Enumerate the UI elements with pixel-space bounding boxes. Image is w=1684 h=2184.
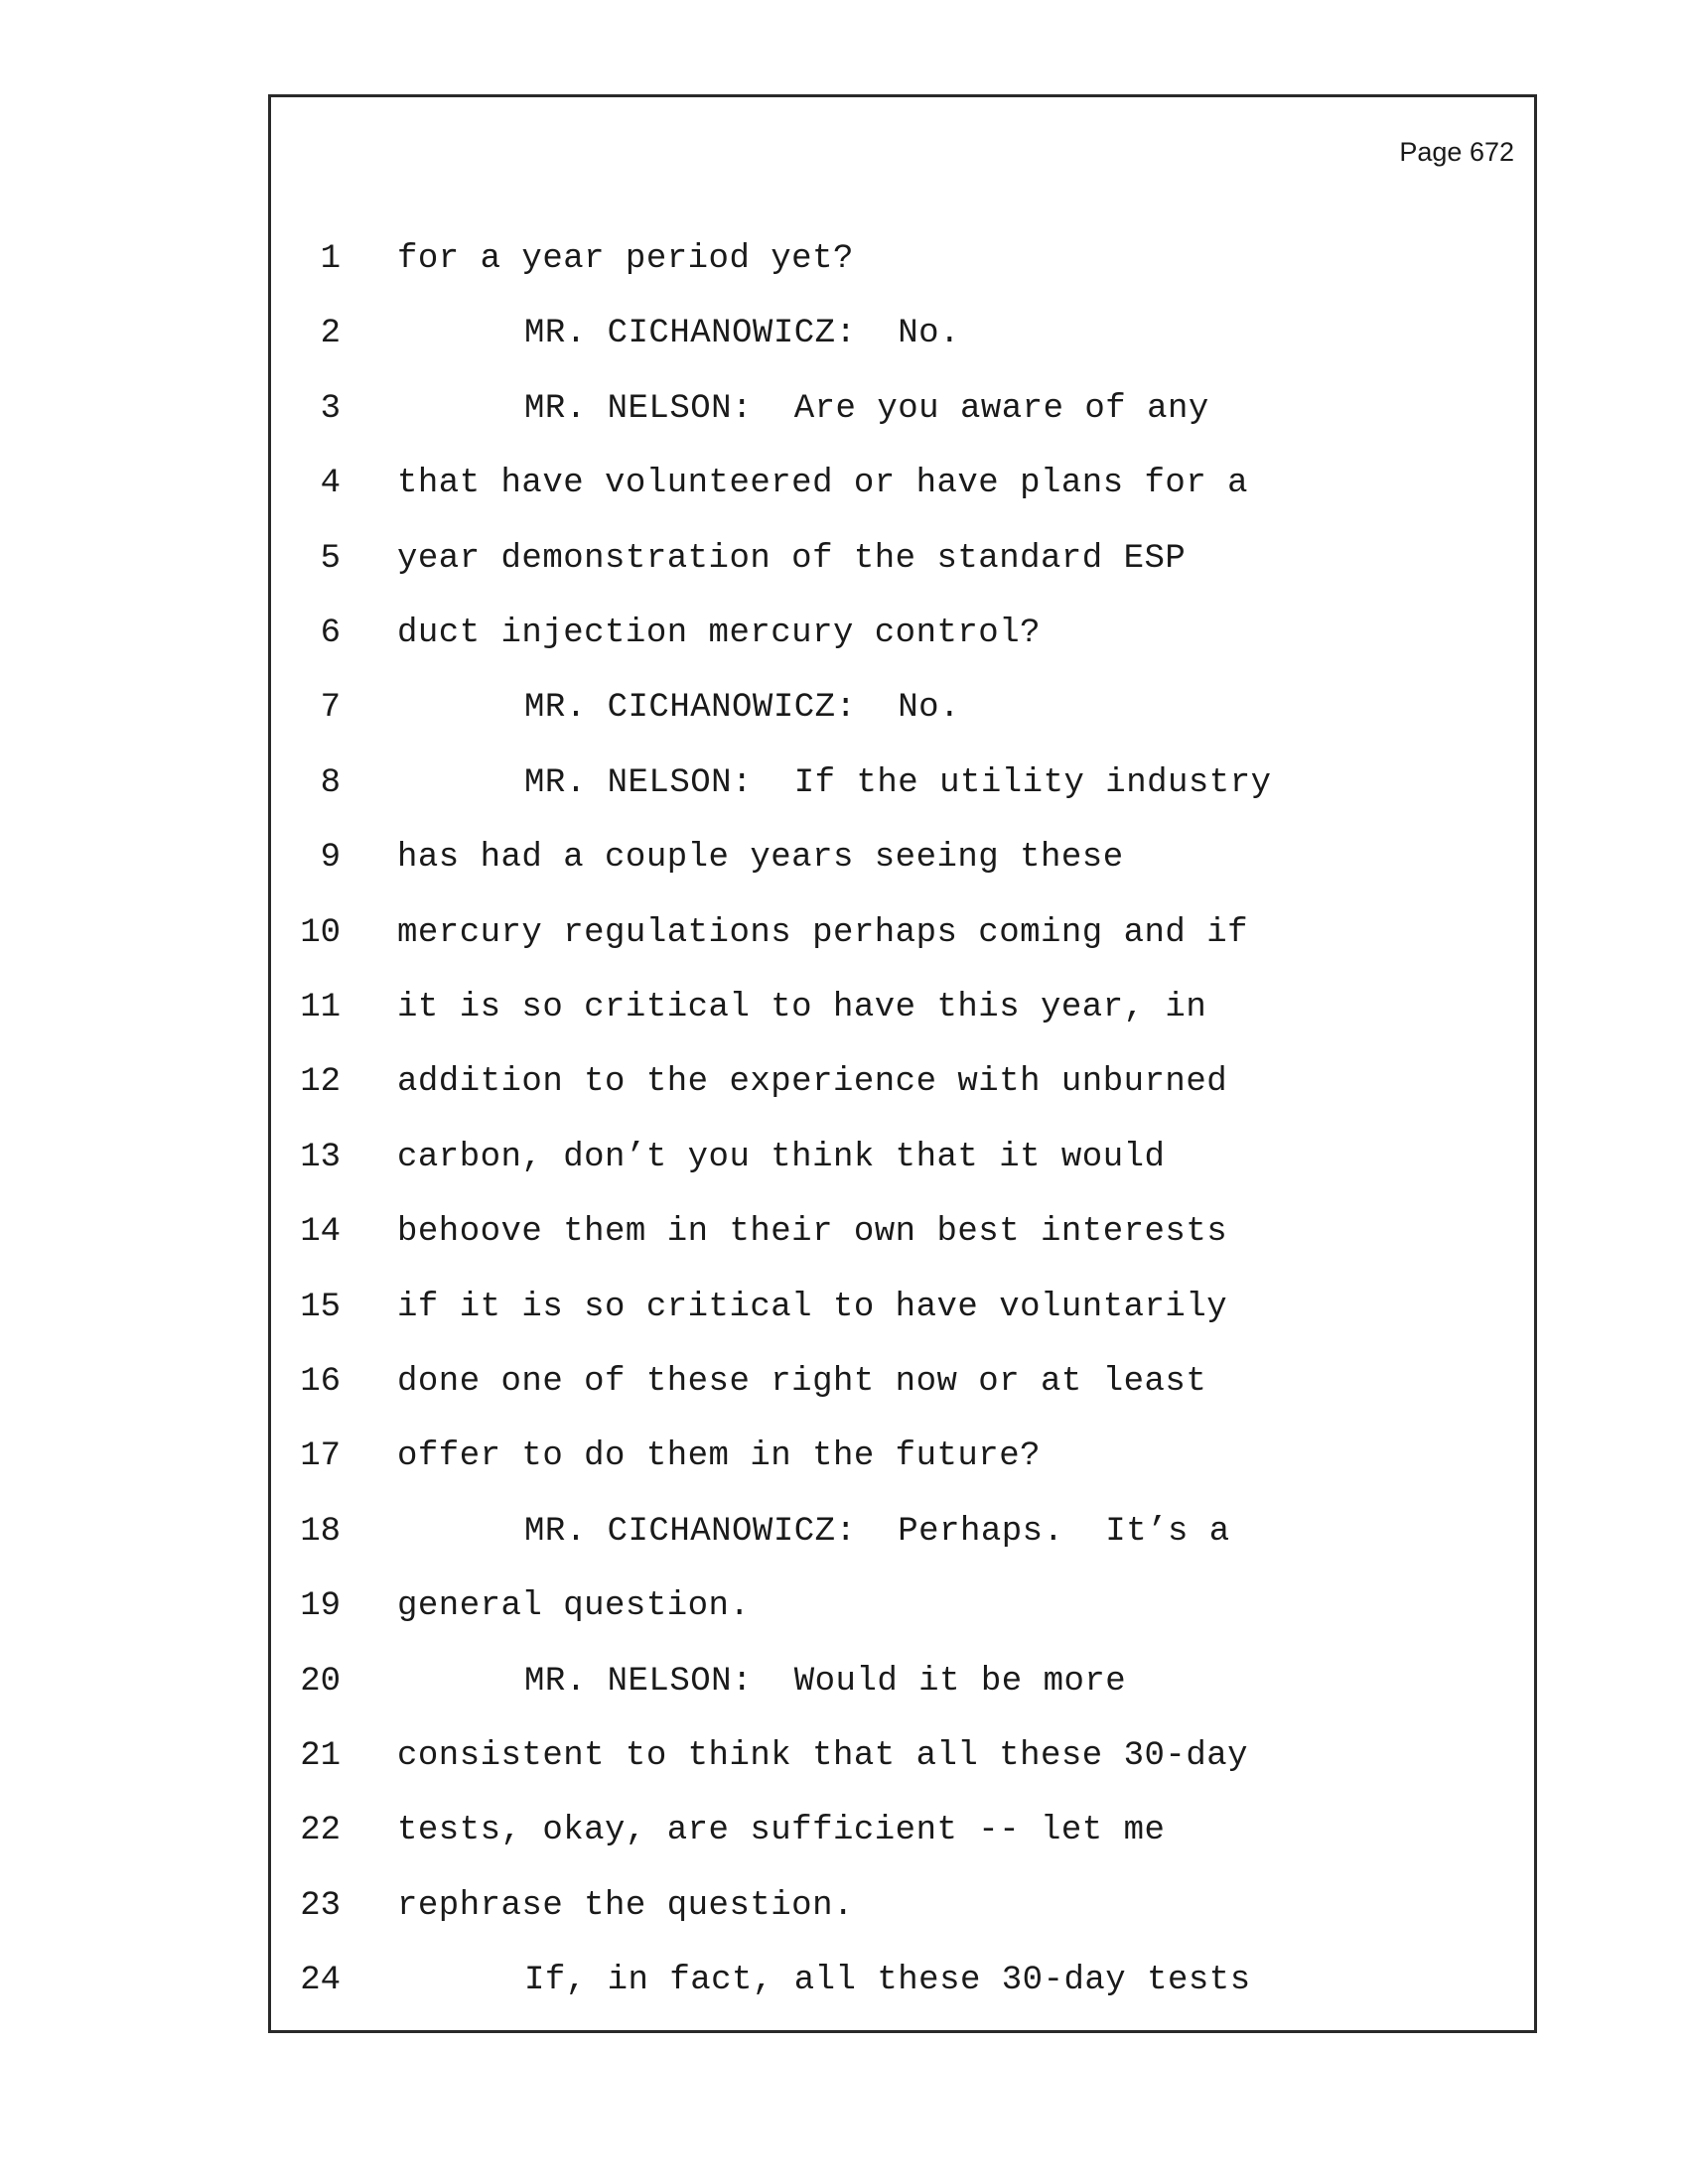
transcript-line (271, 684, 1534, 732)
transcript-page (268, 94, 1537, 2033)
transcript-line (271, 1582, 1534, 1630)
line-number: 15 (300, 1288, 341, 1326)
transcript-line (271, 984, 1534, 1031)
transcript-line (271, 1957, 1534, 2004)
line-text: rephrase the question. (397, 1886, 854, 1925)
line-text: MR. CICHANOWICZ: No. (524, 315, 960, 353)
line-text: If, in fact, all these 30-day tests (524, 1962, 1251, 2000)
line-number: 17 (300, 1437, 341, 1476)
line-text: has had a couple years seeing these (397, 839, 1124, 878)
page-number: Page 672 (1399, 137, 1514, 167)
transcript-line (271, 610, 1534, 657)
line-number: 2 (320, 315, 341, 353)
transcript-line (271, 1134, 1534, 1181)
transcript-line (271, 535, 1534, 583)
transcript-line (271, 460, 1534, 507)
line-text: tests, okay, are sufficient -- let me (397, 1812, 1166, 1850)
line-text: MR. CICHANOWICZ: No. (524, 689, 960, 728)
transcript-line (271, 1508, 1534, 1556)
line-number: 13 (300, 1138, 341, 1176)
line-number: 23 (300, 1886, 341, 1925)
line-number: 14 (300, 1213, 341, 1252)
line-number: 21 (300, 1737, 341, 1775)
line-text: MR. NELSON: If the utility industry (524, 763, 1272, 802)
line-number: 11 (300, 989, 341, 1026)
line-number: 1 (320, 240, 341, 278)
transcript-lines (271, 97, 1534, 2030)
line-number: 5 (320, 539, 341, 578)
line-number: 7 (320, 689, 341, 728)
transcript-line (271, 1208, 1534, 1256)
line-text: carbon, don’t you think that it would (397, 1138, 1166, 1176)
line-number: 24 (300, 1962, 341, 2000)
line-number: 19 (300, 1587, 341, 1626)
line-text: if it is so critical to have voluntarily (397, 1288, 1228, 1326)
transcript-line (271, 1284, 1534, 1331)
transcript-line (271, 1732, 1534, 1780)
line-text: it is so critical to have this year, in (397, 989, 1207, 1026)
line-number: 12 (300, 1063, 341, 1102)
transcript-line (271, 1433, 1534, 1480)
line-number: 6 (320, 614, 341, 652)
line-text: year demonstration of the standard ESP (397, 539, 1187, 578)
transcript-line (271, 759, 1534, 807)
line-number: 22 (300, 1812, 341, 1850)
line-text: MR. CICHANOWICZ: Perhaps. It’s a (524, 1512, 1230, 1551)
transcript-line (271, 1358, 1534, 1406)
line-number: 10 (300, 913, 341, 952)
line-number: 20 (300, 1662, 341, 1701)
line-text: done one of these right now or at least (397, 1363, 1207, 1401)
line-text: addition to the experience with unburned (397, 1063, 1228, 1102)
transcript-line (271, 1658, 1534, 1706)
line-text: duct injection mercury control? (397, 614, 1042, 652)
line-text: offer to do them in the future? (397, 1437, 1042, 1476)
line-text: for a year period yet? (397, 240, 854, 278)
line-number: 16 (300, 1363, 341, 1401)
line-number: 4 (320, 465, 341, 503)
line-number: 9 (320, 839, 341, 878)
transcript-line (271, 235, 1534, 283)
line-number: 3 (320, 389, 341, 428)
transcript-line (271, 909, 1534, 957)
line-text: MR. NELSON: Would it be more (524, 1662, 1127, 1701)
transcript-line (271, 385, 1534, 433)
line-number: 18 (300, 1512, 341, 1551)
transcript-line (271, 310, 1534, 357)
line-text: mercury regulations perhaps coming and if (397, 913, 1249, 952)
line-text: behoove them in their own best interests (397, 1213, 1228, 1252)
line-text: consistent to think that all these 30-day (397, 1737, 1249, 1775)
transcript-line (271, 1807, 1534, 1854)
line-number: 8 (320, 763, 341, 802)
transcript-line (271, 1058, 1534, 1106)
transcript-line (271, 834, 1534, 882)
line-text: MR. NELSON: Are you aware of any (524, 389, 1209, 428)
transcript-line (271, 1882, 1534, 1930)
line-text: that have volunteered or have plans for a (397, 465, 1249, 503)
line-text: general question. (397, 1587, 751, 1626)
